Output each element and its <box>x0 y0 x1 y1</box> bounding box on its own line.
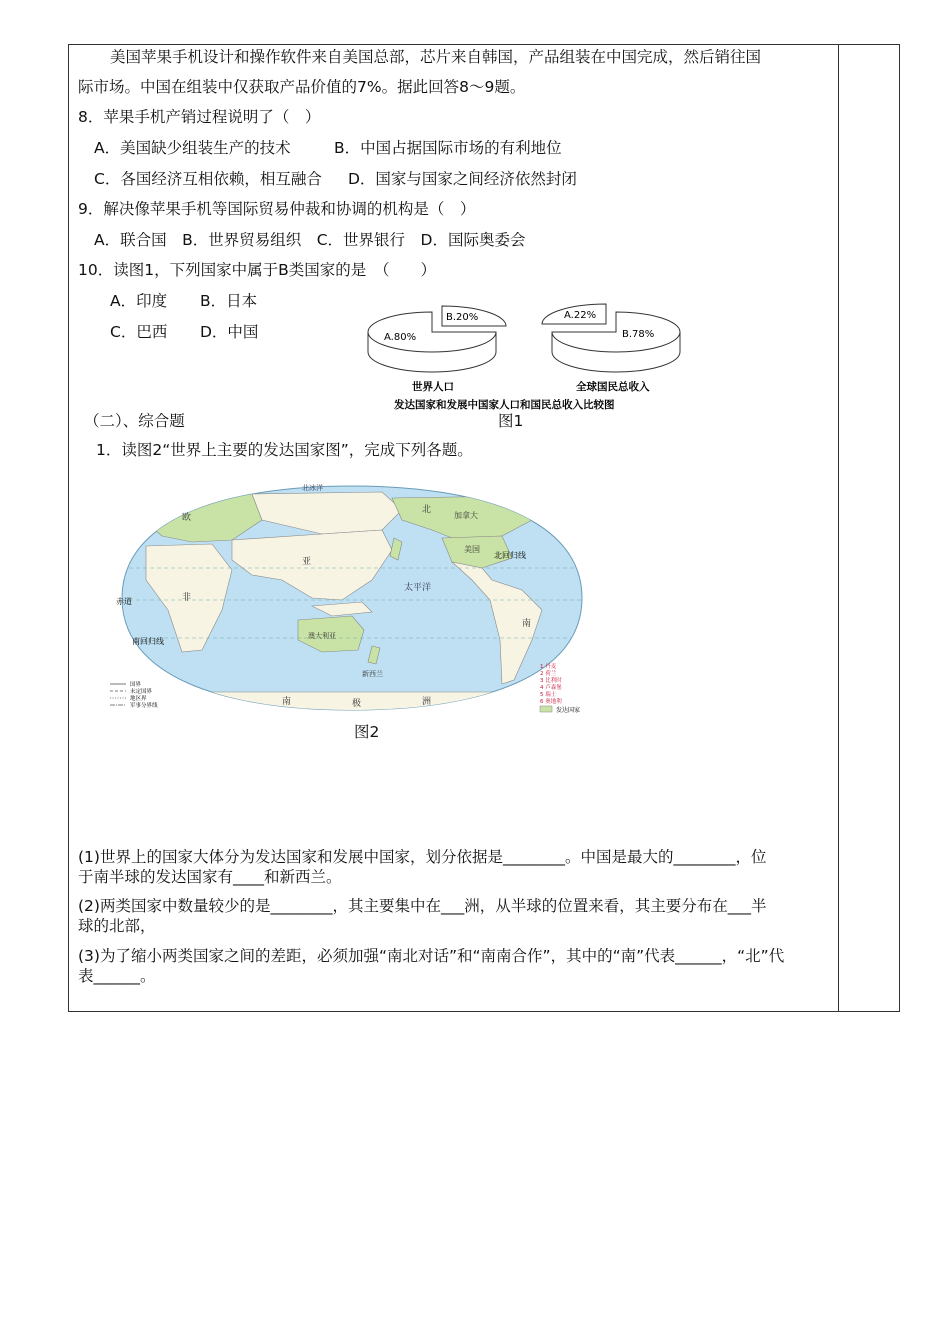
label-north-america: 北 <box>422 505 432 515</box>
q9-options: A．联合国 B．世界贸易组织 C．世界银行 D．国际奥委会 <box>94 231 526 249</box>
figure-1-caption: 发达国家和发展中国家人口和国民总收入比较图 <box>394 399 615 411</box>
label-australia: 澳大利亚 <box>308 632 336 640</box>
label-new-zealand: 新西兰 <box>362 670 383 678</box>
legend-undefined-border: 未定国界 <box>130 689 153 695</box>
label-equator: 赤道 <box>116 597 132 606</box>
figure-1-label: 图1 <box>498 412 524 430</box>
pie-population <box>368 306 506 393</box>
pie-population-title: 世界人口 <box>412 381 454 393</box>
q10-option-b: B．日本 <box>200 292 258 310</box>
legend-developed-label: 发达国家 <box>556 707 581 714</box>
label-africa: 非 <box>182 593 192 603</box>
subq-1-line-1: (1)世界上的国家大体分为发达国家和发展中国家，划分依据是________。中国是最大的________，位 <box>78 848 767 866</box>
label-antarctica-2: 极 <box>352 699 362 709</box>
pie-population-label-b: B.20% <box>446 312 479 323</box>
pie-income-label-a: A.22% <box>564 310 597 321</box>
map-boundary-legend <box>110 680 158 709</box>
pie-income <box>542 304 680 393</box>
legend-national-border: 国界 <box>130 682 142 688</box>
label-arctic-ocean: 北冰洋 <box>302 484 323 492</box>
q9-stem: 9．解决像苹果手机等国际贸易仲裁和协调的机构是（ ） <box>78 200 476 218</box>
label-asia: 亚 <box>302 557 312 567</box>
section-2-heading: （二）、综合题 <box>84 412 185 430</box>
subq-2-line-2: 球的北部， <box>78 917 156 935</box>
section-2-q1-stem: 1．读图2“世界上主要的发达国家图”，完成下列各题。 <box>96 441 473 459</box>
label-tropic-south: 南回归线 <box>132 637 164 646</box>
subq-1-line-2: 于南半球的发达国家有____和新西兰。 <box>78 868 342 886</box>
pie-population-label-a: A.80% <box>384 332 417 343</box>
figure-2-label: 图2 <box>354 723 380 741</box>
legend-developed-swatch <box>540 706 552 712</box>
legend-item-3: 3 比利时 <box>540 678 562 684</box>
map-country-legend <box>540 662 580 714</box>
subq-3-line-1: (3)为了缩小两类国家之间的差距，必须加强“南北对话”和“南南合作”，其中的“南”代表______，“北”代 <box>78 947 785 965</box>
legend-item-6: 6 奥地利 <box>540 699 562 705</box>
intro-line-2: 际市场。中国在组装中仅获取产品价值的7%。据此回答8～9题。 <box>78 78 526 96</box>
q10-option-d: D．中国 <box>200 323 259 341</box>
legend-region-border: 地区界 <box>130 696 147 702</box>
q8-option-c: C．各国经济互相依赖，相互融合 <box>94 170 322 188</box>
intro-line-1: 美国苹果手机设计和操作软件来自美国总部，芯片来自韩国，产品组装在中国完成，然后销往国 <box>110 48 762 66</box>
label-tropic-north: 北回归线 <box>494 551 526 560</box>
table-divider <box>838 44 839 1012</box>
label-europe: 欧 <box>182 513 192 523</box>
label-usa: 美国 <box>464 545 480 554</box>
label-south-america: 南 <box>522 619 532 629</box>
q10-option-c: C．巴西 <box>110 323 168 341</box>
legend-item-2: 2 荷兰 <box>540 671 557 677</box>
q10-stem: 10．读图1，下列国家中属于B类国家的是 （ ） <box>78 261 436 279</box>
label-pacific: 太平洋 <box>404 583 432 593</box>
label-canada: 加拿大 <box>454 511 478 520</box>
legend-item-5: 5 瑞士 <box>540 692 557 698</box>
legend-item-4: 4 卢森堡 <box>540 685 562 691</box>
figure-1-pie-charts <box>360 300 700 432</box>
legend-item-1: 1 丹麦 <box>540 664 557 670</box>
pie-income-title: 全球国民总收入 <box>576 381 650 393</box>
figure-2-world-map <box>102 480 602 716</box>
q8-stem: 8．苹果手机产销过程说明了（ ） <box>78 108 321 126</box>
q8-option-b: B．中国占据国际市场的有利地位 <box>334 139 562 157</box>
q10-option-a: A．印度 <box>110 292 168 310</box>
subq-3-line-2: 表______。 <box>78 967 156 985</box>
subq-2-line-1: (2)两类国家中数量较少的是________，其主要集中在___洲，从半球的位置来看，其主要分布在___半 <box>78 897 767 915</box>
pie-income-label-b: B.78% <box>622 329 655 340</box>
label-antarctica-1: 南 <box>282 697 292 707</box>
label-antarctica-3: 洲 <box>422 697 432 707</box>
q8-option-d: D．国家与国家之间经济依然封闭 <box>348 170 577 188</box>
legend-military-line: 军事分界线 <box>130 703 158 709</box>
q8-option-a: A．美国缺少组装生产的技术 <box>94 139 291 157</box>
